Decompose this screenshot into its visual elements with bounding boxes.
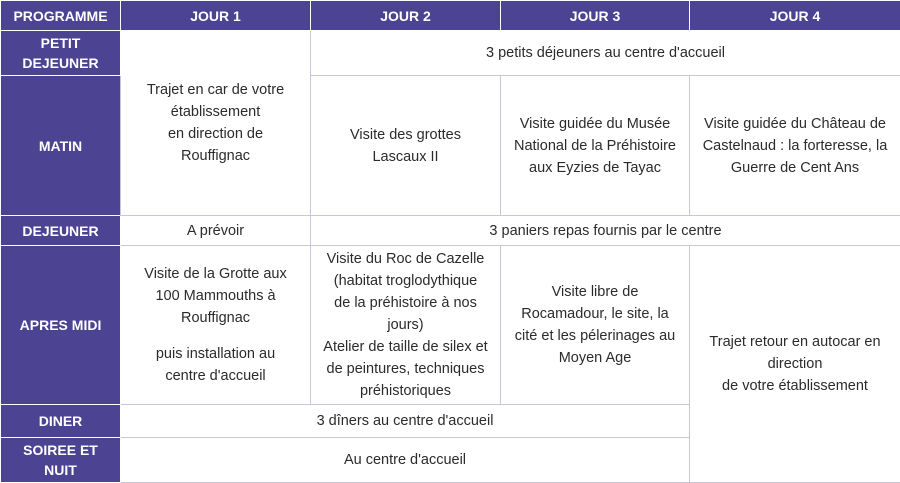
cell-diners: 3 dîners au centre d'accueil xyxy=(121,405,690,438)
row-petit-dejeuner xyxy=(1,31,900,76)
row-dejeuner xyxy=(1,216,900,246)
row-apres-midi xyxy=(1,246,900,405)
header-jour-1: JOUR 1 xyxy=(121,1,311,31)
label-soiree-et-nuit: SOIREE ET NUIT xyxy=(1,438,121,483)
header-jour-2: JOUR 2 xyxy=(311,1,501,31)
label-matin: MATIN xyxy=(1,76,121,216)
cell-matin-jour-3: Visite guidée du Musée National de la Préhistoire aux Eyzies de Tayac xyxy=(501,76,690,216)
header-jour-4: JOUR 4 xyxy=(690,1,900,31)
label-petit-dejeuner: PETIT DEJEUNER xyxy=(1,31,121,76)
cell-matin-jour-4: Visite guidée du Château de Castelnaud : la forteresse, la Guerre de Cent Ans xyxy=(690,76,900,216)
header-row xyxy=(1,1,900,31)
cell-soiree: Au centre d'accueil xyxy=(121,438,690,483)
header-jour-3: JOUR 3 xyxy=(501,1,690,31)
cell-apres-midi-jour-2: Visite du Roc de Cazelle (habitat troglodythique de la préhistoire à nos jours) Atelier de taille de silex et de peintures, techniques préhistoriques xyxy=(311,246,501,405)
cell-apres-midi-jour-1: Visite de la Grotte aux 100 Mammouths à Rouffignac puis installation au centre d'accueil xyxy=(121,246,311,405)
cell-dejeuner-jour-1: A prévoir xyxy=(121,216,311,246)
cell-apres-midi-jour-3: Visite libre de Rocamadour, le site, la cité et les pélerinages au Moyen Age xyxy=(501,246,690,405)
label-dejeuner: DEJEUNER xyxy=(1,216,121,246)
cell-paniers-repas: 3 paniers repas fournis par le centre xyxy=(311,216,900,246)
label-diner: DINER xyxy=(1,405,121,438)
cell-matin-jour-2: Visite des grottes Lascaux II xyxy=(311,76,501,216)
header-programme: PROGRAMME xyxy=(1,1,121,31)
cell-trajet-aller: Trajet en car de votre établissement en direction de Rouffignac xyxy=(121,31,311,216)
cell-petits-dejeuners: 3 petits déjeuners au centre d'accueil xyxy=(311,31,900,76)
label-apres-midi: APRES MIDI xyxy=(1,246,121,405)
cell-trajet-retour: Trajet retour en autocar en direction de votre établissement xyxy=(690,246,900,483)
